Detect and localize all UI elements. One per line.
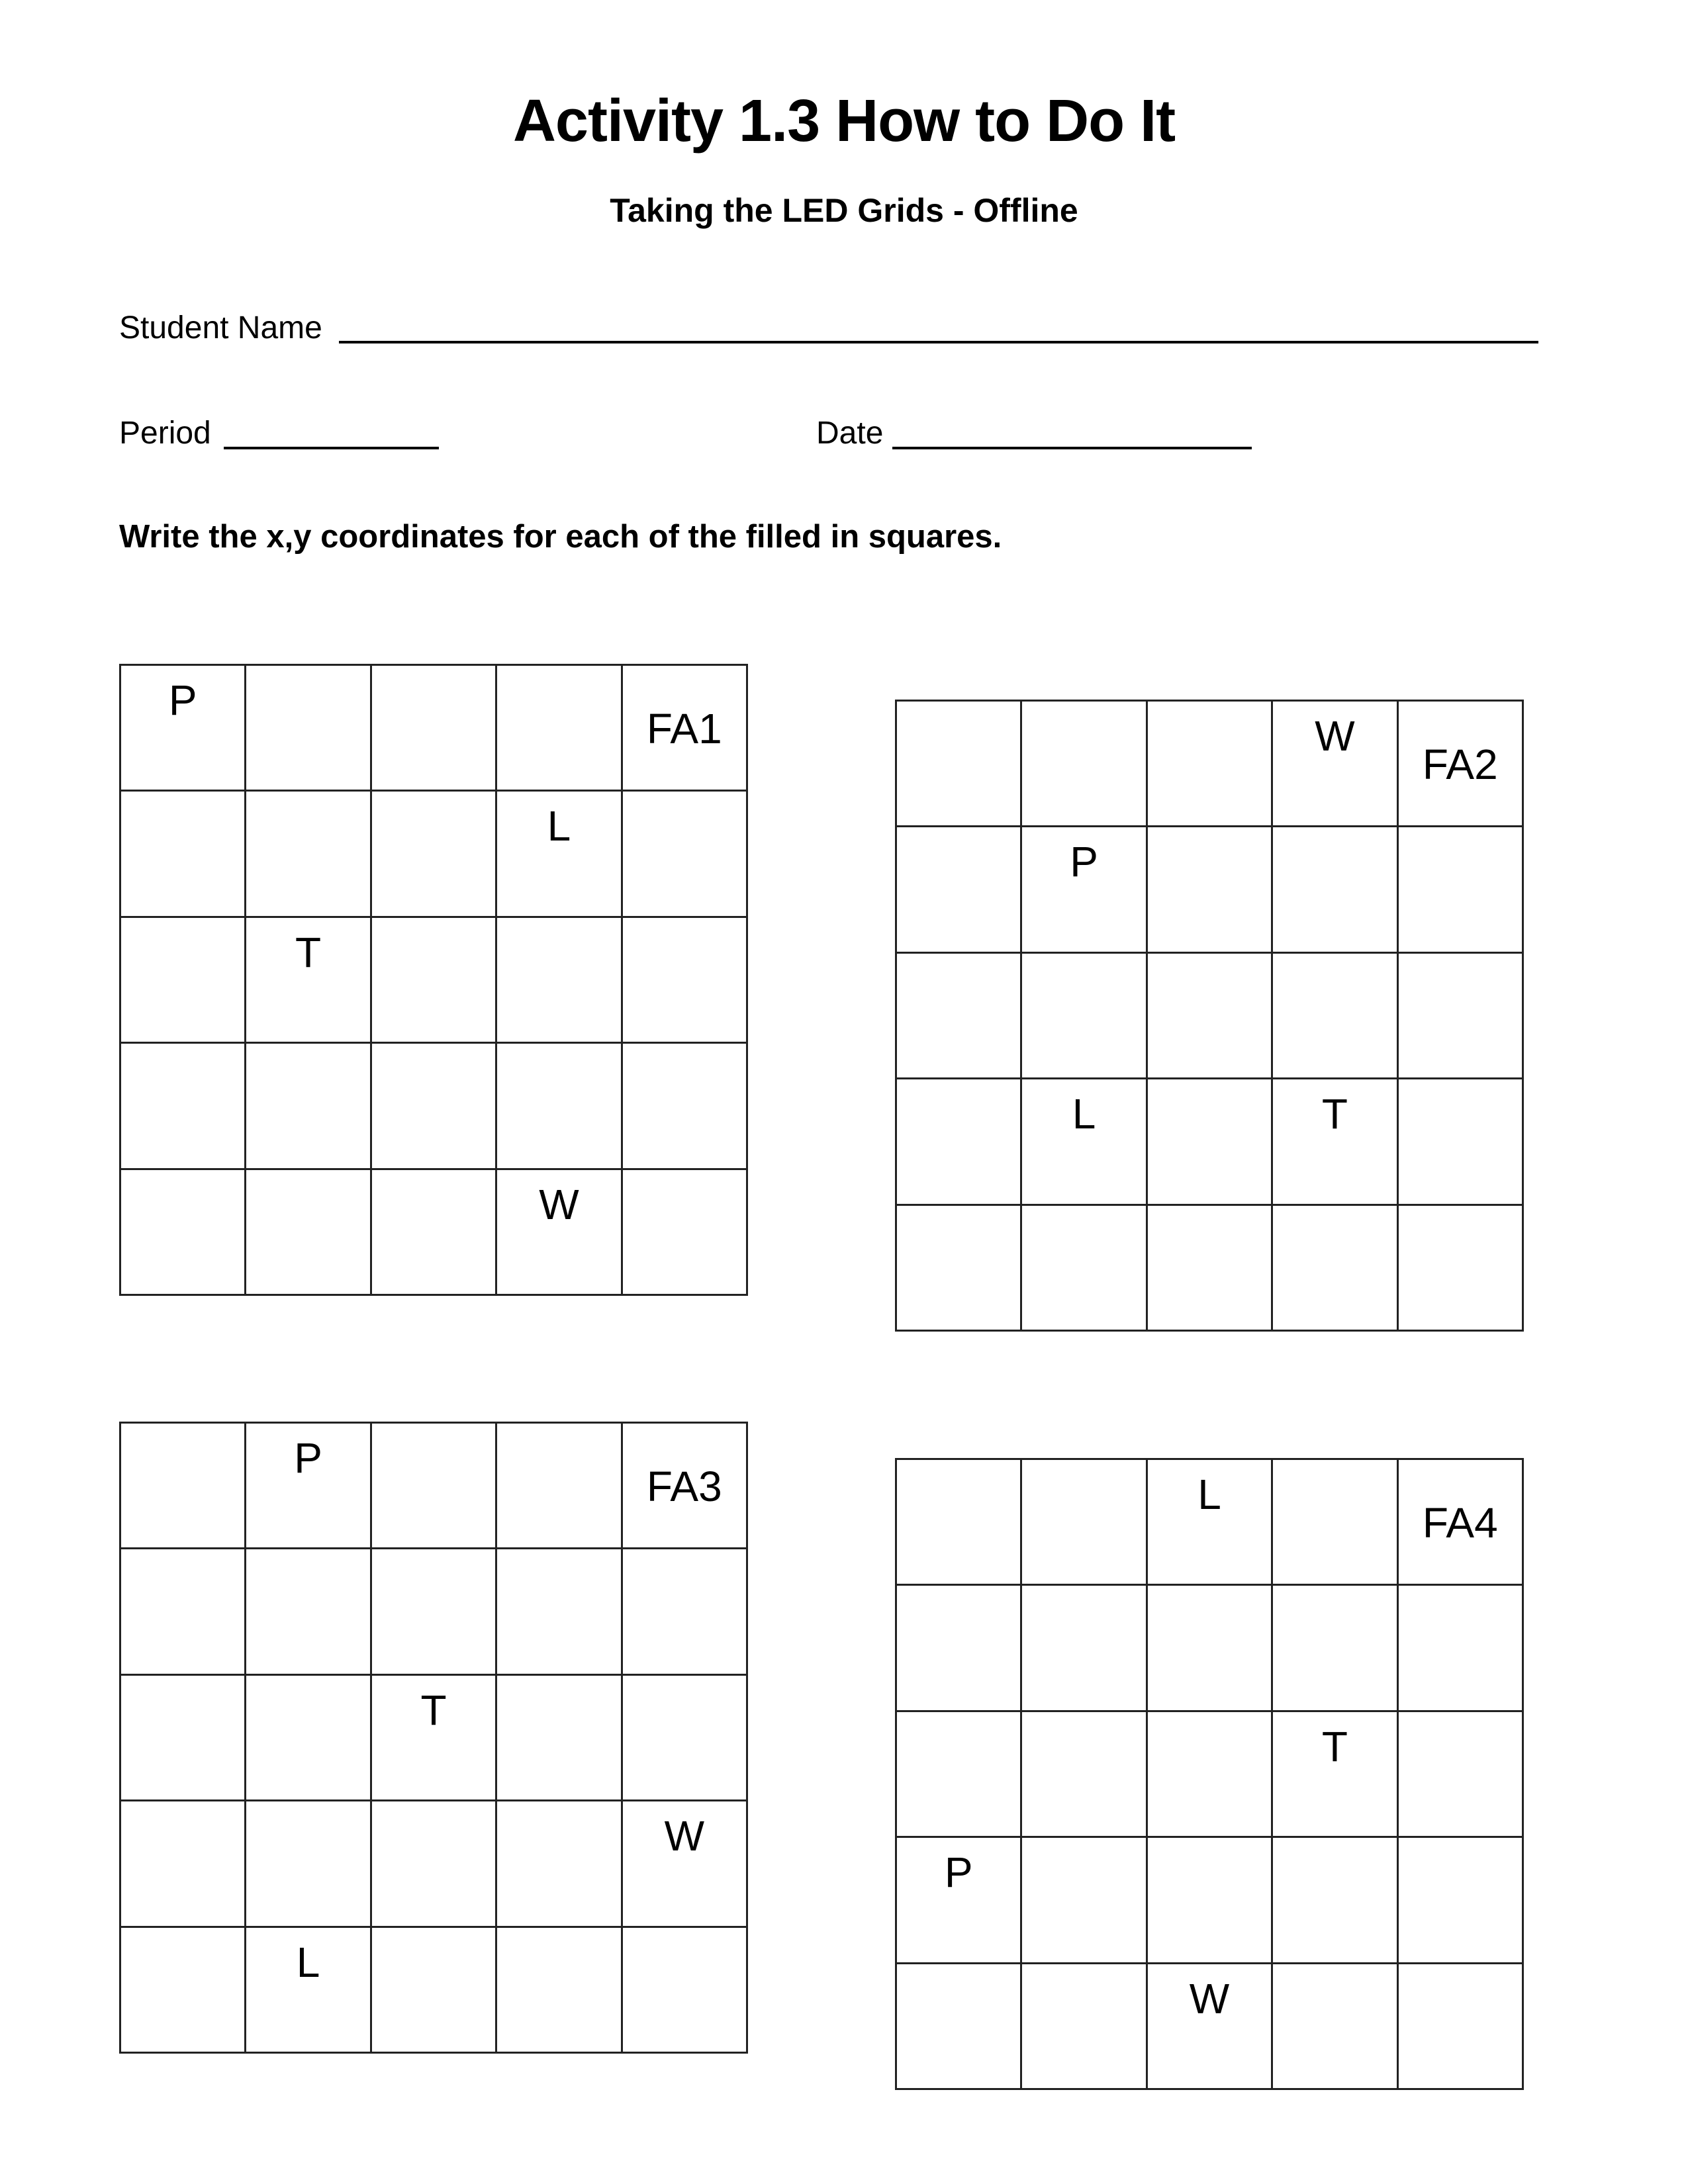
grid-cell[interactable]: [1148, 1586, 1273, 1711]
grid-cell[interactable]: [497, 1170, 622, 1296]
grid-cell[interactable]: [623, 1801, 748, 1927]
grid-cell[interactable]: [623, 1928, 748, 2054]
grid-cell[interactable]: [1022, 1586, 1147, 1711]
grid-cell[interactable]: [246, 1801, 371, 1927]
grid-cell[interactable]: [246, 1676, 371, 1801]
grid-cell[interactable]: [1022, 1964, 1147, 2090]
grid-cell[interactable]: [623, 918, 748, 1044]
grid-cell[interactable]: [497, 1928, 622, 2054]
grid-cell[interactable]: [1399, 1206, 1524, 1332]
date-field[interactable]: [892, 447, 1252, 449]
grid-cell[interactable]: [1273, 1079, 1398, 1205]
grid-cell[interactable]: [372, 1549, 497, 1675]
grid-cell[interactable]: [1273, 702, 1398, 827]
grid-cell[interactable]: [897, 1206, 1022, 1332]
grid-cell[interactable]: [246, 1549, 371, 1675]
grid-cell[interactable]: [1148, 1460, 1273, 1586]
grid-cell[interactable]: [1022, 1838, 1147, 1964]
grid-cell[interactable]: [497, 1044, 622, 1169]
grid-cell[interactable]: [1273, 1964, 1398, 2090]
led-grid-fa3: [119, 1422, 748, 2054]
grid-cell[interactable]: [897, 1460, 1022, 1586]
grid-cell[interactable]: [897, 827, 1022, 953]
grid-cell[interactable]: [1273, 954, 1398, 1079]
grid-cell[interactable]: [121, 1044, 246, 1169]
grid-cell[interactable]: [1399, 1460, 1524, 1586]
grid-cell[interactable]: [1022, 702, 1147, 827]
cell-letter: P: [294, 1434, 322, 1482]
grid-cell[interactable]: [1148, 1206, 1273, 1332]
cell-letter: T: [295, 928, 322, 976]
grid-cell[interactable]: [1399, 954, 1524, 1079]
grid-cell[interactable]: [1399, 1079, 1524, 1205]
grid-cell[interactable]: [1022, 1206, 1147, 1332]
grid-cell[interactable]: [121, 1549, 246, 1675]
grid-cell[interactable]: [121, 918, 246, 1044]
cell-letter: L: [1072, 1090, 1096, 1138]
cell-letter: L: [296, 1938, 320, 1986]
grid-cell[interactable]: [1148, 954, 1273, 1079]
grid-tag: FA3: [646, 1463, 722, 1510]
led-grid-fa4: [895, 1458, 1524, 2090]
student-name-label: Student Name: [119, 310, 322, 345]
grid-cell[interactable]: [1273, 1838, 1398, 1964]
grid-cell[interactable]: [1399, 1586, 1524, 1711]
grid-cell[interactable]: [623, 1424, 748, 1549]
grid-cell[interactable]: [1273, 1460, 1398, 1586]
grid-cell[interactable]: [1022, 1712, 1147, 1838]
grid-cell[interactable]: [1399, 1964, 1524, 2090]
cell-letter: T: [1321, 1722, 1348, 1770]
grid-cell[interactable]: [497, 1676, 622, 1801]
grid-cell[interactable]: [372, 1044, 497, 1169]
grid-cell[interactable]: [121, 1928, 246, 2054]
grid-cell[interactable]: [246, 1170, 371, 1296]
grid-cell[interactable]: [121, 1801, 246, 1927]
grid-cell[interactable]: [1148, 1964, 1273, 2090]
grid-cell[interactable]: [897, 1838, 1022, 1964]
grid-cell[interactable]: [623, 792, 748, 917]
cell-letter: L: [547, 802, 571, 850]
grid-cell[interactable]: [1022, 1079, 1147, 1205]
grid-tag: FA4: [1422, 1499, 1498, 1547]
grid-cell[interactable]: [372, 918, 497, 1044]
grid-cell[interactable]: [1148, 1079, 1273, 1205]
grid-cell[interactable]: [1148, 1838, 1273, 1964]
grid-cell[interactable]: [1022, 1460, 1147, 1586]
grid-cell[interactable]: [1022, 827, 1147, 953]
grid-cell[interactable]: [497, 666, 622, 792]
grid-cell[interactable]: [897, 954, 1022, 1079]
cell-letter: W: [1189, 1974, 1230, 2023]
grid-cell[interactable]: [623, 1676, 748, 1801]
grid-cell[interactable]: [246, 918, 371, 1044]
led-grid-fa2: [895, 700, 1524, 1332]
grid-cell[interactable]: [121, 1676, 246, 1801]
grid-cell[interactable]: [497, 792, 622, 917]
grid-cell[interactable]: [372, 666, 497, 792]
date-label: Date: [816, 416, 884, 451]
grid-cell[interactable]: [1273, 1712, 1398, 1838]
cell-letter: T: [420, 1686, 447, 1734]
grid-cell[interactable]: [246, 1424, 371, 1549]
grid-cell[interactable]: [121, 1424, 246, 1549]
grid-cell[interactable]: [121, 792, 246, 917]
grid-cell[interactable]: [497, 1424, 622, 1549]
grid-cell[interactable]: [623, 1549, 748, 1675]
cell-letter: W: [539, 1180, 579, 1228]
cell-letter: P: [168, 676, 197, 724]
grid-cell[interactable]: [623, 1170, 748, 1296]
grid-cell[interactable]: [623, 666, 748, 792]
grid-cell[interactable]: [246, 792, 371, 917]
grid-cell[interactable]: [497, 1801, 622, 1927]
grid-cell[interactable]: [246, 1928, 371, 2054]
period-field[interactable]: [224, 447, 439, 449]
cell-letter: L: [1197, 1471, 1221, 1518]
grid-cell[interactable]: [1148, 1712, 1273, 1838]
grid-cell[interactable]: [1399, 827, 1524, 953]
grid-cell[interactable]: [897, 702, 1022, 827]
grid-cell[interactable]: [1399, 702, 1524, 827]
grid-cell[interactable]: [897, 1586, 1022, 1711]
grid-cell[interactable]: [1399, 1712, 1524, 1838]
grid-cell[interactable]: [1022, 954, 1147, 1079]
grid-cell[interactable]: [372, 1170, 497, 1296]
page-title: Activity 1.3 How to Do It: [512, 88, 1176, 154]
instructions-text: Write the x,y coordinates for each of the filled in squares.: [119, 519, 1002, 555]
student-name-field[interactable]: [339, 341, 1538, 343]
grid-cell[interactable]: [1273, 1206, 1398, 1332]
period-label: Period: [119, 416, 211, 451]
grid-cell[interactable]: [1399, 1838, 1524, 1964]
grid-cell[interactable]: [497, 918, 622, 1044]
grid-cell[interactable]: [897, 1712, 1022, 1838]
led-grid-fa1: [119, 664, 748, 1296]
cell-letter: W: [1315, 712, 1355, 760]
grid-cell[interactable]: [372, 1676, 497, 1801]
grid-cell[interactable]: [897, 1964, 1022, 2090]
grid-cell[interactable]: [1148, 827, 1273, 953]
grid-cell[interactable]: [246, 1044, 371, 1169]
grid-tag: FA2: [1422, 741, 1498, 788]
grid-cell[interactable]: [1148, 702, 1273, 827]
grid-cell[interactable]: [121, 1170, 246, 1296]
grid-cell[interactable]: [372, 792, 497, 917]
grid-cell[interactable]: [372, 1424, 497, 1549]
grid-cell[interactable]: [623, 1044, 748, 1169]
cell-letter: W: [664, 1812, 704, 1860]
cell-letter: T: [1321, 1090, 1348, 1138]
grid-cell[interactable]: [1273, 1586, 1398, 1711]
grid-cell[interactable]: [372, 1801, 497, 1927]
grid-cell[interactable]: [897, 1079, 1022, 1205]
grid-cell[interactable]: [121, 666, 246, 792]
grid-cell[interactable]: [497, 1549, 622, 1675]
grid-cell[interactable]: [1273, 827, 1398, 953]
cell-letter: P: [1070, 838, 1098, 886]
grid-cell[interactable]: [246, 666, 371, 792]
page-subtitle: Taking the LED Grids - Offline: [610, 192, 1078, 229]
grid-cell[interactable]: [372, 1928, 497, 2054]
grid-tag: FA1: [646, 705, 722, 752]
cell-letter: P: [944, 1848, 973, 1897]
